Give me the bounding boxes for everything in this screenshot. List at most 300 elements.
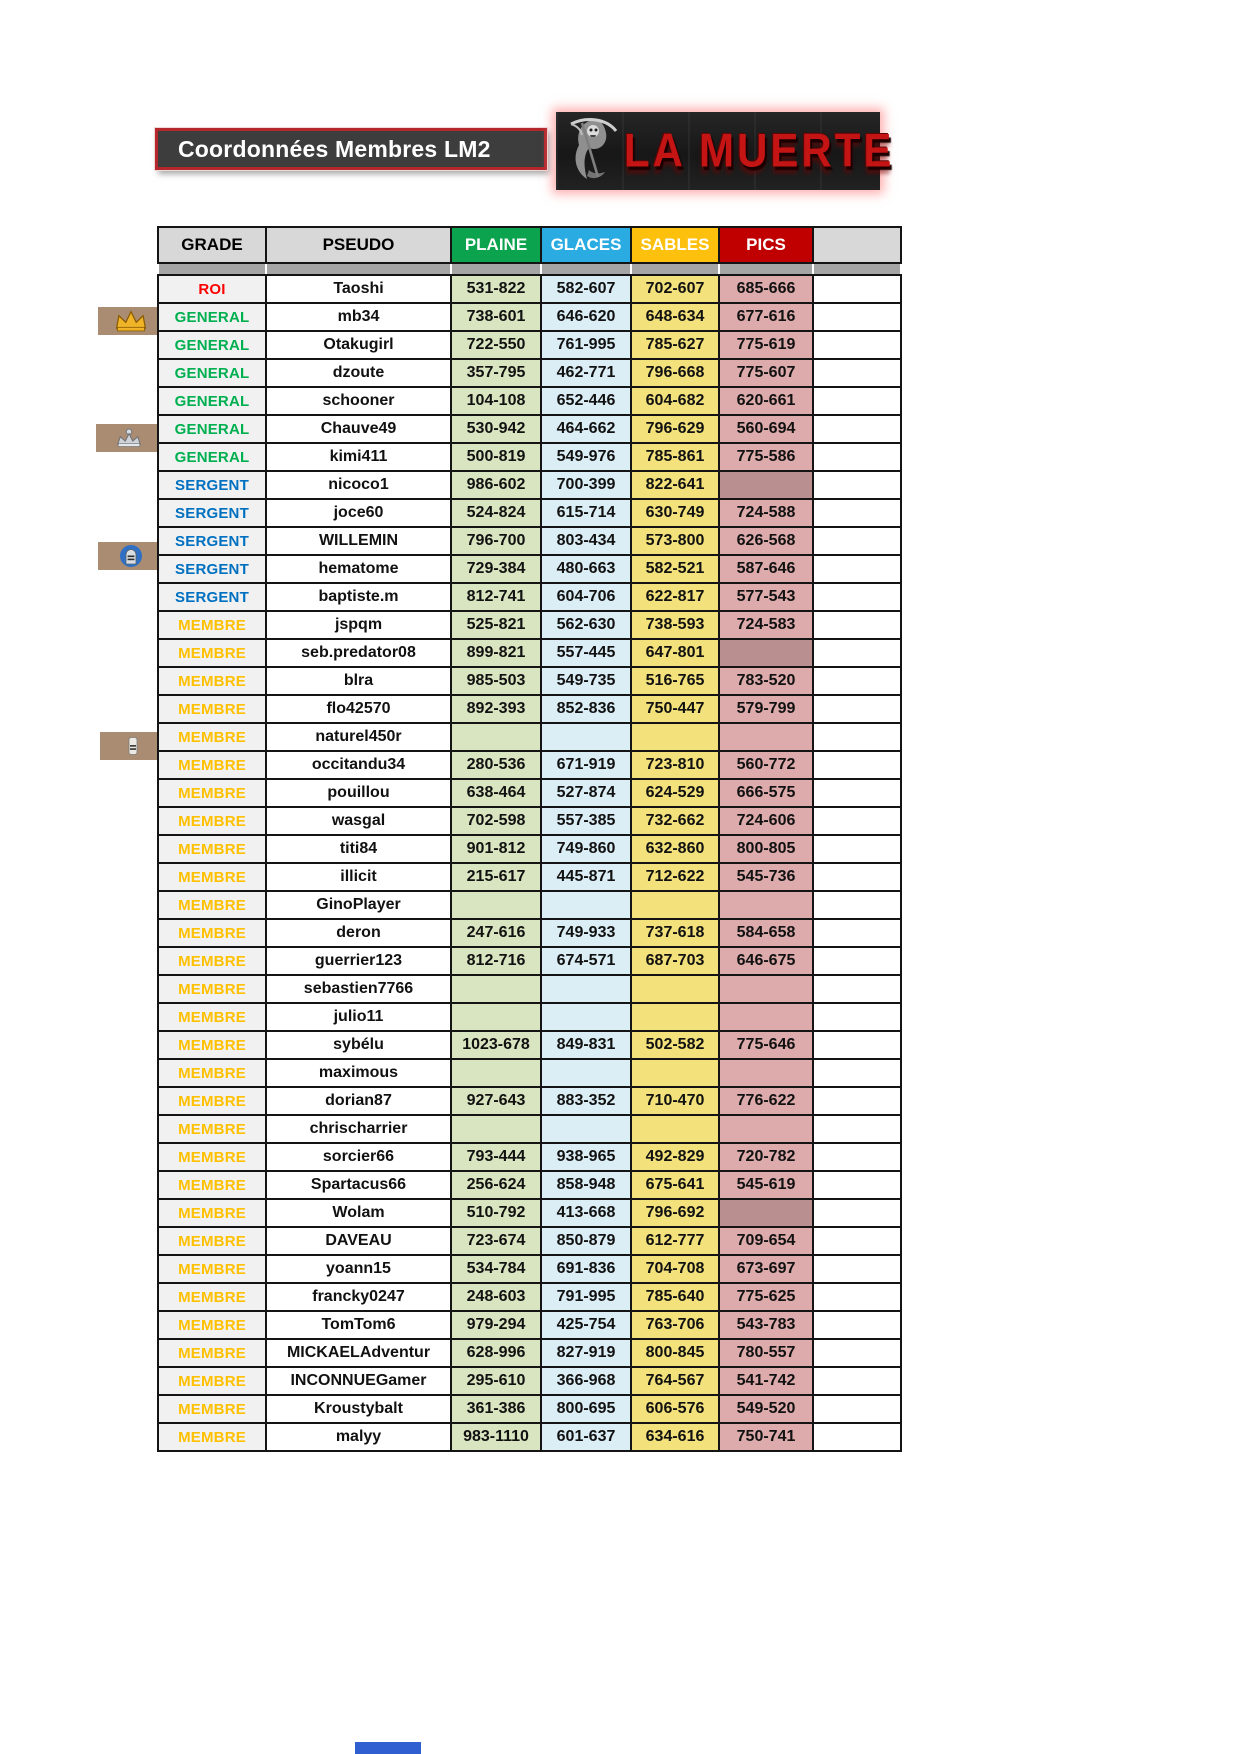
extra-cell bbox=[813, 555, 901, 583]
pseudo-cell: chrischarrier bbox=[266, 1115, 451, 1143]
table-row bbox=[158, 723, 901, 751]
coord-cell: 620-661 bbox=[719, 387, 813, 415]
coord-cell: 560-772 bbox=[719, 751, 813, 779]
extra-cell bbox=[813, 611, 901, 639]
coord-cell: 796-668 bbox=[631, 359, 719, 387]
coord-cell: 524-824 bbox=[451, 499, 541, 527]
coord-cell: 462-771 bbox=[541, 359, 631, 387]
coord-cell: 738-593 bbox=[631, 611, 719, 639]
coord-cell: 628-996 bbox=[451, 1339, 541, 1367]
pseudo-cell: Spartacus66 bbox=[266, 1171, 451, 1199]
grade-cell: MEMBRE bbox=[158, 1171, 266, 1199]
pseudo-cell: sebastien7766 bbox=[266, 975, 451, 1003]
spacer-cell bbox=[158, 263, 266, 275]
extra-cell bbox=[813, 527, 901, 555]
table-row bbox=[158, 695, 901, 723]
coord-cell: 901-812 bbox=[451, 835, 541, 863]
coord-cell: 638-464 bbox=[451, 779, 541, 807]
coord-cell bbox=[719, 1059, 813, 1087]
coord-cell: 647-801 bbox=[631, 639, 719, 667]
coord-cell: 500-819 bbox=[451, 443, 541, 471]
extra-cell bbox=[813, 835, 901, 863]
extra-cell bbox=[813, 415, 901, 443]
coord-cell: 622-817 bbox=[631, 583, 719, 611]
coord-cell: 549-735 bbox=[541, 667, 631, 695]
knight-helmet-icon bbox=[98, 542, 164, 570]
table-row bbox=[158, 415, 901, 443]
coord-cell: 775-586 bbox=[719, 443, 813, 471]
table-row bbox=[158, 1115, 901, 1143]
pseudo-cell: Wolam bbox=[266, 1199, 451, 1227]
coord-cell: 723-674 bbox=[451, 1227, 541, 1255]
coord-cell: 775-619 bbox=[719, 331, 813, 359]
grade-cell: MEMBRE bbox=[158, 611, 266, 639]
pseudo-cell: wasgal bbox=[266, 807, 451, 835]
pseudo-cell: nicoco1 bbox=[266, 471, 451, 499]
coord-cell: 587-646 bbox=[719, 555, 813, 583]
extra-cell bbox=[813, 723, 901, 751]
grade-cell: SERGENT bbox=[158, 555, 266, 583]
extra-cell bbox=[813, 443, 901, 471]
coord-cell: 543-783 bbox=[719, 1311, 813, 1339]
pseudo-cell: occitandu34 bbox=[266, 751, 451, 779]
col-header-pseudo: PSEUDO bbox=[266, 227, 451, 263]
grade-cell: MEMBRE bbox=[158, 1283, 266, 1311]
coord-cell bbox=[541, 1115, 631, 1143]
coord-cell bbox=[631, 1059, 719, 1087]
extra-cell bbox=[813, 1059, 901, 1087]
pseudo-cell: malyy bbox=[266, 1423, 451, 1451]
coord-cell: 724-588 bbox=[719, 499, 813, 527]
spacer-cell bbox=[541, 263, 631, 275]
coord-cell: 577-543 bbox=[719, 583, 813, 611]
table-row bbox=[158, 331, 901, 359]
grade-cell: MEMBRE bbox=[158, 891, 266, 919]
coord-cell: 624-529 bbox=[631, 779, 719, 807]
coord-cell: 215-617 bbox=[451, 863, 541, 891]
pseudo-cell: Chauve49 bbox=[266, 415, 451, 443]
silver-crown-icon bbox=[96, 424, 162, 452]
coord-cell: 796-692 bbox=[631, 1199, 719, 1227]
table-row bbox=[158, 1367, 901, 1395]
pseudo-cell: dzoute bbox=[266, 359, 451, 387]
table-row bbox=[158, 835, 901, 863]
coord-cell: 652-446 bbox=[541, 387, 631, 415]
extra-cell bbox=[813, 471, 901, 499]
col-header-sables: SABLES bbox=[631, 227, 719, 263]
table-row bbox=[158, 1031, 901, 1059]
pseudo-cell: francky0247 bbox=[266, 1283, 451, 1311]
pseudo-cell: baptiste.m bbox=[266, 583, 451, 611]
coord-cell: 615-714 bbox=[541, 499, 631, 527]
grade-cell: GENERAL bbox=[158, 303, 266, 331]
coord-cell: 691-836 bbox=[541, 1255, 631, 1283]
coord-cell: 646-675 bbox=[719, 947, 813, 975]
coord-cell: 675-641 bbox=[631, 1171, 719, 1199]
grade-cell: MEMBRE bbox=[158, 751, 266, 779]
coord-cell bbox=[451, 1059, 541, 1087]
col-header-grade: GRADE bbox=[158, 227, 266, 263]
table-row bbox=[158, 751, 901, 779]
spacer-cell bbox=[631, 263, 719, 275]
coord-cell: 709-654 bbox=[719, 1227, 813, 1255]
table-row bbox=[158, 975, 901, 1003]
extra-cell bbox=[813, 1199, 901, 1227]
gold-crown-icon bbox=[98, 307, 164, 335]
coord-cell bbox=[541, 723, 631, 751]
grade-cell: MEMBRE bbox=[158, 975, 266, 1003]
coord-cell: 938-965 bbox=[541, 1143, 631, 1171]
extra-cell bbox=[813, 331, 901, 359]
coord-cell: 425-754 bbox=[541, 1311, 631, 1339]
pseudo-cell: dorian87 bbox=[266, 1087, 451, 1115]
coord-cell: 582-607 bbox=[541, 275, 631, 303]
grade-cell: GENERAL bbox=[158, 387, 266, 415]
coord-cell: 527-874 bbox=[541, 779, 631, 807]
table-row bbox=[158, 639, 901, 667]
pseudo-cell: MICKAELAdventur bbox=[266, 1339, 451, 1367]
coord-cell: 295-610 bbox=[451, 1367, 541, 1395]
table-row bbox=[158, 611, 901, 639]
table-row bbox=[158, 919, 901, 947]
table-row bbox=[158, 779, 901, 807]
guild-logo-text: LA MUERTE bbox=[624, 124, 895, 177]
coord-cell: 712-622 bbox=[631, 863, 719, 891]
grade-cell: MEMBRE bbox=[158, 1367, 266, 1395]
coord-cell: 582-521 bbox=[631, 555, 719, 583]
grade-cell: GENERAL bbox=[158, 331, 266, 359]
grade-cell: SERGENT bbox=[158, 471, 266, 499]
spacer-cell bbox=[719, 263, 813, 275]
coord-cell: 883-352 bbox=[541, 1087, 631, 1115]
table-row bbox=[158, 1311, 901, 1339]
coord-cell: 361-386 bbox=[451, 1395, 541, 1423]
grade-cell: MEMBRE bbox=[158, 779, 266, 807]
coord-cell: 584-658 bbox=[719, 919, 813, 947]
coord-cell bbox=[719, 975, 813, 1003]
coord-cell: 646-620 bbox=[541, 303, 631, 331]
extra-cell bbox=[813, 807, 901, 835]
coord-cell: 763-706 bbox=[631, 1311, 719, 1339]
coord-cell: 413-668 bbox=[541, 1199, 631, 1227]
coord-cell: 677-616 bbox=[719, 303, 813, 331]
col-header-glaces: GLACES bbox=[541, 227, 631, 263]
table-row bbox=[158, 1199, 901, 1227]
table-row bbox=[158, 863, 901, 891]
grade-cell: MEMBRE bbox=[158, 667, 266, 695]
pseudo-cell: kimi411 bbox=[266, 443, 451, 471]
coord-cell: 780-557 bbox=[719, 1339, 813, 1367]
grade-cell: MEMBRE bbox=[158, 1227, 266, 1255]
grade-cell: MEMBRE bbox=[158, 639, 266, 667]
table-row bbox=[158, 1171, 901, 1199]
coord-cell: 800-845 bbox=[631, 1339, 719, 1367]
coord-cell: 761-995 bbox=[541, 331, 631, 359]
coord-cell: 812-741 bbox=[451, 583, 541, 611]
table-row bbox=[158, 1339, 901, 1367]
extra-cell bbox=[813, 1311, 901, 1339]
coord-cell: 803-434 bbox=[541, 527, 631, 555]
bottom-blue-bar bbox=[355, 1742, 421, 1754]
coord-cell: 674-571 bbox=[541, 947, 631, 975]
pseudo-cell: guerrier123 bbox=[266, 947, 451, 975]
extra-cell bbox=[813, 583, 901, 611]
grade-cell: MEMBRE bbox=[158, 1087, 266, 1115]
extra-cell bbox=[813, 667, 901, 695]
coord-cell: 648-634 bbox=[631, 303, 719, 331]
coord-cell: 492-829 bbox=[631, 1143, 719, 1171]
pseudo-cell: jspqm bbox=[266, 611, 451, 639]
extra-cell bbox=[813, 919, 901, 947]
coord-cell: 776-622 bbox=[719, 1087, 813, 1115]
coord-cell: 899-821 bbox=[451, 639, 541, 667]
coord-cell: 710-470 bbox=[631, 1087, 719, 1115]
coord-cell: 700-399 bbox=[541, 471, 631, 499]
pseudo-cell: joce60 bbox=[266, 499, 451, 527]
pseudo-cell: mb34 bbox=[266, 303, 451, 331]
grade-cell: MEMBRE bbox=[158, 1059, 266, 1087]
coord-cell: 1023-678 bbox=[451, 1031, 541, 1059]
pseudo-cell: WILLEMIN bbox=[266, 527, 451, 555]
coord-cell: 534-784 bbox=[451, 1255, 541, 1283]
coord-cell: 248-603 bbox=[451, 1283, 541, 1311]
coord-cell: 671-919 bbox=[541, 751, 631, 779]
table-row bbox=[158, 555, 901, 583]
grade-cell: SERGENT bbox=[158, 499, 266, 527]
coord-cell: 256-624 bbox=[451, 1171, 541, 1199]
grade-cell: MEMBRE bbox=[158, 863, 266, 891]
extra-cell bbox=[813, 1367, 901, 1395]
pseudo-cell: hematome bbox=[266, 555, 451, 583]
coord-cell: 531-822 bbox=[451, 275, 541, 303]
table-row bbox=[158, 947, 901, 975]
coord-cell bbox=[719, 723, 813, 751]
extra-cell bbox=[813, 275, 901, 303]
coord-cell: 738-601 bbox=[451, 303, 541, 331]
coord-cell: 366-968 bbox=[541, 1367, 631, 1395]
coord-cell bbox=[451, 891, 541, 919]
coord-cell: 785-861 bbox=[631, 443, 719, 471]
coord-cell bbox=[451, 723, 541, 751]
coord-cell: 502-582 bbox=[631, 1031, 719, 1059]
page-title-text: Coordonnées Membres LM2 bbox=[178, 135, 491, 162]
coord-cell: 785-627 bbox=[631, 331, 719, 359]
pseudo-cell: Kroustybalt bbox=[266, 1395, 451, 1423]
spacer-cell bbox=[813, 263, 901, 275]
table-row bbox=[158, 1003, 901, 1031]
extra-cell bbox=[813, 779, 901, 807]
coord-cell bbox=[719, 1115, 813, 1143]
coord-cell: 892-393 bbox=[451, 695, 541, 723]
grade-cell: MEMBRE bbox=[158, 835, 266, 863]
coord-cell bbox=[631, 891, 719, 919]
table-row bbox=[158, 443, 901, 471]
pseudo-cell: deron bbox=[266, 919, 451, 947]
coord-cell: 985-503 bbox=[451, 667, 541, 695]
coord-cell bbox=[719, 471, 813, 499]
pseudo-cell: Otakugirl bbox=[266, 331, 451, 359]
coord-cell bbox=[719, 891, 813, 919]
coord-cell: 791-995 bbox=[541, 1283, 631, 1311]
coord-cell: 785-640 bbox=[631, 1283, 719, 1311]
extra-cell bbox=[813, 863, 901, 891]
spacer-cell bbox=[451, 263, 541, 275]
coord-cell: 793-444 bbox=[451, 1143, 541, 1171]
pseudo-cell: seb.predator08 bbox=[266, 639, 451, 667]
coord-cell: 775-607 bbox=[719, 359, 813, 387]
grade-cell: MEMBRE bbox=[158, 919, 266, 947]
grim-reaper-icon bbox=[562, 114, 624, 189]
table-row bbox=[158, 1395, 901, 1423]
coord-cell bbox=[451, 1003, 541, 1031]
coord-cell: 666-575 bbox=[719, 779, 813, 807]
grade-cell: SERGENT bbox=[158, 527, 266, 555]
coord-cell: 858-948 bbox=[541, 1171, 631, 1199]
coord-cell: 749-860 bbox=[541, 835, 631, 863]
pseudo-cell: yoann15 bbox=[266, 1255, 451, 1283]
coord-cell bbox=[541, 891, 631, 919]
extra-cell bbox=[813, 891, 901, 919]
coord-cell: 927-643 bbox=[451, 1087, 541, 1115]
grade-cell: GENERAL bbox=[158, 443, 266, 471]
coord-cell: 516-765 bbox=[631, 667, 719, 695]
coord-cell: 775-625 bbox=[719, 1283, 813, 1311]
grade-cell: MEMBRE bbox=[158, 695, 266, 723]
table-row bbox=[158, 1227, 901, 1255]
pseudo-cell: sorcier66 bbox=[266, 1143, 451, 1171]
coord-cell: 852-836 bbox=[541, 695, 631, 723]
table-row bbox=[158, 891, 901, 919]
coord-cell: 849-831 bbox=[541, 1031, 631, 1059]
extra-cell bbox=[813, 947, 901, 975]
grade-cell: MEMBRE bbox=[158, 1199, 266, 1227]
page-title bbox=[155, 128, 547, 170]
table-row bbox=[158, 359, 901, 387]
extra-cell bbox=[813, 1339, 901, 1367]
col-header-plaine: PLAINE bbox=[451, 227, 541, 263]
coord-cell bbox=[541, 1059, 631, 1087]
coord-cell: 606-576 bbox=[631, 1395, 719, 1423]
coord-cell: 604-706 bbox=[541, 583, 631, 611]
pseudo-cell: blra bbox=[266, 667, 451, 695]
table-row bbox=[158, 1087, 901, 1115]
extra-cell bbox=[813, 1031, 901, 1059]
coord-cell: 827-919 bbox=[541, 1339, 631, 1367]
coord-cell: 749-933 bbox=[541, 919, 631, 947]
coord-cell: 545-736 bbox=[719, 863, 813, 891]
coord-cell: 850-879 bbox=[541, 1227, 631, 1255]
coord-cell bbox=[541, 975, 631, 1003]
coord-cell: 601-637 bbox=[541, 1423, 631, 1451]
extra-cell bbox=[813, 975, 901, 1003]
pseudo-cell: maximous bbox=[266, 1059, 451, 1087]
grade-cell: MEMBRE bbox=[158, 1255, 266, 1283]
coord-cell: 673-697 bbox=[719, 1255, 813, 1283]
coord-cell bbox=[631, 1003, 719, 1031]
pseudo-cell: schooner bbox=[266, 387, 451, 415]
coord-cell: 737-618 bbox=[631, 919, 719, 947]
grade-cell: ROI bbox=[158, 275, 266, 303]
grade-cell: MEMBRE bbox=[158, 1423, 266, 1451]
extra-cell bbox=[813, 639, 901, 667]
extra-cell bbox=[813, 1003, 901, 1031]
coord-cell: 632-860 bbox=[631, 835, 719, 863]
coord-cell: 557-385 bbox=[541, 807, 631, 835]
extra-cell bbox=[813, 1395, 901, 1423]
extra-cell bbox=[813, 1255, 901, 1283]
coord-cell: 729-384 bbox=[451, 555, 541, 583]
coord-cell: 562-630 bbox=[541, 611, 631, 639]
coord-cell: 626-568 bbox=[719, 527, 813, 555]
table-header-row bbox=[158, 227, 901, 263]
table-row bbox=[158, 387, 901, 415]
coord-cell: 573-800 bbox=[631, 527, 719, 555]
coord-cell: 724-606 bbox=[719, 807, 813, 835]
pseudo-cell: pouillou bbox=[266, 779, 451, 807]
coord-cell: 464-662 bbox=[541, 415, 631, 443]
coord-cell: 796-700 bbox=[451, 527, 541, 555]
coord-cell: 685-666 bbox=[719, 275, 813, 303]
grade-cell: MEMBRE bbox=[158, 1339, 266, 1367]
grade-cell: MEMBRE bbox=[158, 723, 266, 751]
coord-cell: 704-708 bbox=[631, 1255, 719, 1283]
extra-cell bbox=[813, 359, 901, 387]
grade-cell: GENERAL bbox=[158, 359, 266, 387]
coord-cell: 247-616 bbox=[451, 919, 541, 947]
extra-cell bbox=[813, 303, 901, 331]
table-row bbox=[158, 1255, 901, 1283]
coord-cell: 702-607 bbox=[631, 275, 719, 303]
pseudo-cell: INCONNUEGamer bbox=[266, 1367, 451, 1395]
table-row bbox=[158, 667, 901, 695]
coord-cell: 720-782 bbox=[719, 1143, 813, 1171]
coord-cell bbox=[631, 1115, 719, 1143]
grade-cell: MEMBRE bbox=[158, 1003, 266, 1031]
coord-cell: 541-742 bbox=[719, 1367, 813, 1395]
coord-cell: 724-583 bbox=[719, 611, 813, 639]
col-header-extra bbox=[813, 227, 901, 263]
extra-cell bbox=[813, 751, 901, 779]
coord-cell: 800-695 bbox=[541, 1395, 631, 1423]
coord-cell: 280-536 bbox=[451, 751, 541, 779]
guild-logo-banner bbox=[556, 112, 895, 190]
extra-cell bbox=[813, 1171, 901, 1199]
table-row bbox=[158, 1143, 901, 1171]
coord-cell: 986-602 bbox=[451, 471, 541, 499]
coord-cell: 983-1110 bbox=[451, 1423, 541, 1451]
coord-cell bbox=[719, 1199, 813, 1227]
grade-cell: SERGENT bbox=[158, 583, 266, 611]
table-row bbox=[158, 275, 901, 303]
table-row bbox=[158, 1283, 901, 1311]
extra-cell bbox=[813, 1143, 901, 1171]
table-row bbox=[158, 527, 901, 555]
grade-cell: MEMBRE bbox=[158, 1395, 266, 1423]
pseudo-cell: Taoshi bbox=[266, 275, 451, 303]
coord-cell: 557-445 bbox=[541, 639, 631, 667]
grade-cell: MEMBRE bbox=[158, 947, 266, 975]
coord-cell: 612-777 bbox=[631, 1227, 719, 1255]
table-row bbox=[158, 499, 901, 527]
coord-cell bbox=[719, 1003, 813, 1031]
coord-cell: 979-294 bbox=[451, 1311, 541, 1339]
spacer-cell bbox=[266, 263, 451, 275]
coord-cell: 723-810 bbox=[631, 751, 719, 779]
extra-cell bbox=[813, 1227, 901, 1255]
coord-cell: 702-598 bbox=[451, 807, 541, 835]
coord-cell: 822-641 bbox=[631, 471, 719, 499]
pseudo-cell: flo42570 bbox=[266, 695, 451, 723]
